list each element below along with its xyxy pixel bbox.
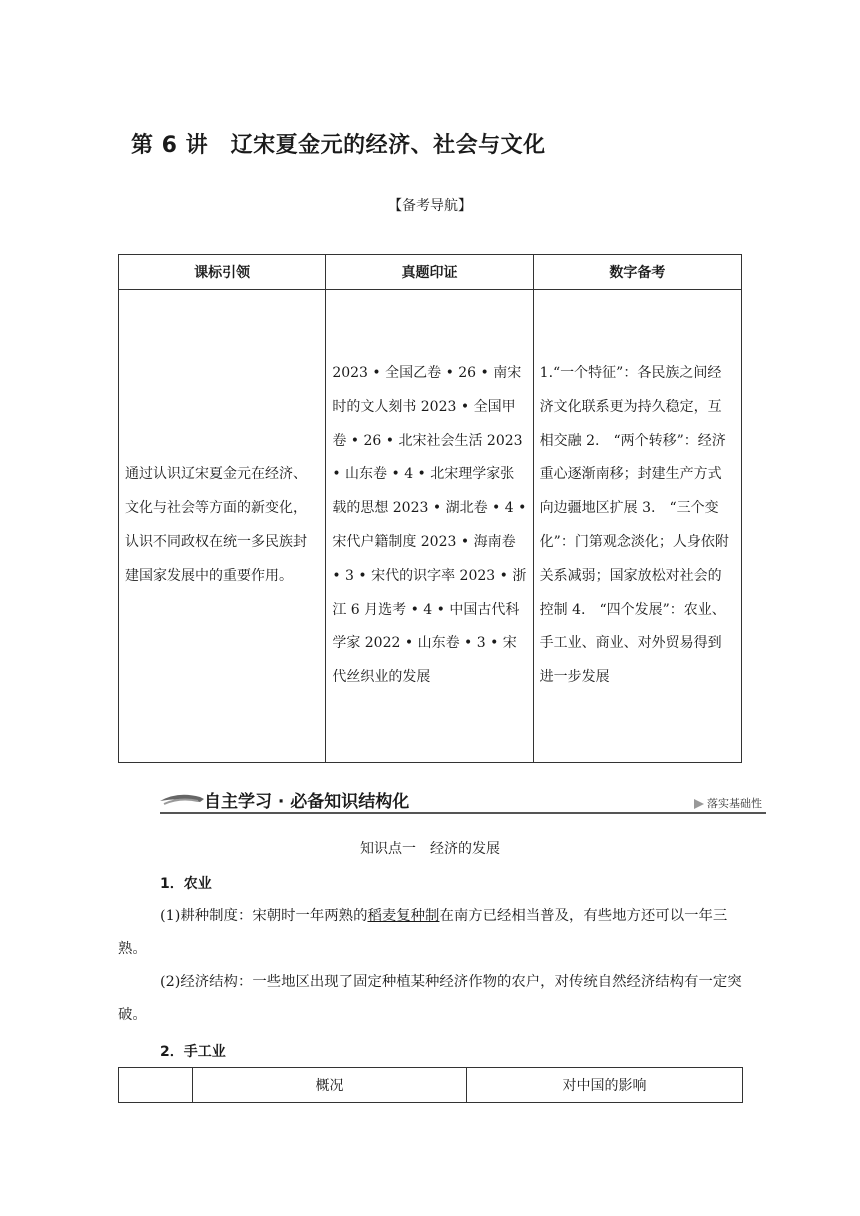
- guide-label: 【备考导航】: [388, 198, 472, 214]
- heading-text: 2．手工业: [160, 1044, 226, 1060]
- digital-list: 1.“一个特征”：各民族之间经济文化联系更为持久稳定，互相交融 2. “两个转移”：经济重心逐渐南移；封建生产方式向边疆地区扩展 3. “三个变化”：门第观念淡化；人身依附关系减弱；国家放松对社会的控制 4. “四个发展”：农业、手工业、商业、对外贸易得到进一步发展: [533, 290, 741, 763]
- header-exam: 真题印证: [326, 255, 533, 290]
- banner-tag: [694, 795, 762, 811]
- knowledge-point-title: 知识点一 经济的发展: [360, 841, 500, 857]
- exam-list: 2023 • 全国乙卷 • 26 • 南宋时的文人刻书 2023 • 全国甲卷 • 26 • 北宋社会生活 2023 • 山东卷 • 4 • 北宋理学家张载的思想 2023 • 湖北卷 • 4 • 宋代户籍制度 2023 • 海南卷 • 3 • 宋代的识字率 2023 • 浙江 6 月选考 • 4 • 中国古代科学家 2022 • 山东卷 • 3 • 宋代丝织业的发展: [326, 290, 533, 763]
- page-title: 第 6 讲 辽宋夏金元的经济、社会与文化: [131, 133, 546, 158]
- guide-table-header: [119, 255, 742, 290]
- heading-text: 1．农业: [160, 876, 212, 892]
- banner-title: 自主学习 · 必备知识结构化: [204, 792, 410, 812]
- banner-tag-label: 落实基础性: [707, 797, 762, 810]
- header-standard: 课标引领: [119, 255, 326, 290]
- section-heading-handicraft: [160, 1041, 226, 1061]
- header-blank: [119, 1068, 193, 1103]
- section-heading-agriculture: [160, 873, 212, 893]
- header-impact: 对中国的影响: [467, 1068, 743, 1103]
- header-digital: 数字备考: [533, 255, 741, 290]
- triangle-icon: [694, 799, 704, 809]
- p1-after: 在南方已经相当普及，有些地方还可以一年三熟。: [118, 908, 728, 957]
- header-overview: 概况: [193, 1068, 467, 1103]
- guide-table-row: [119, 290, 742, 763]
- standard-text: 通过认识辽宋夏金元在经济、文化与社会等方面的新变化，认识不同政权在统一多民族封建国家发展中的重要作用。: [119, 290, 326, 763]
- swoosh-arrow-icon: [160, 791, 204, 807]
- banner-divider: [160, 812, 766, 814]
- section-banner: [160, 785, 766, 815]
- paragraph-economic-structure: (2)经济结构：一些地区出现了固定种植某种经济作物的农户，对传统自然经济结构有一定突破。: [118, 974, 742, 1023]
- p1-before: (1)耕种制度：宋朝时一年两熟的: [160, 908, 368, 924]
- handicraft-table-header: [119, 1068, 743, 1103]
- handicraft-table: [118, 1067, 743, 1103]
- guide-table: [118, 254, 742, 763]
- paragraph-farming-system: [118, 900, 742, 966]
- p1-underline: 稻麦复种制: [367, 908, 440, 924]
